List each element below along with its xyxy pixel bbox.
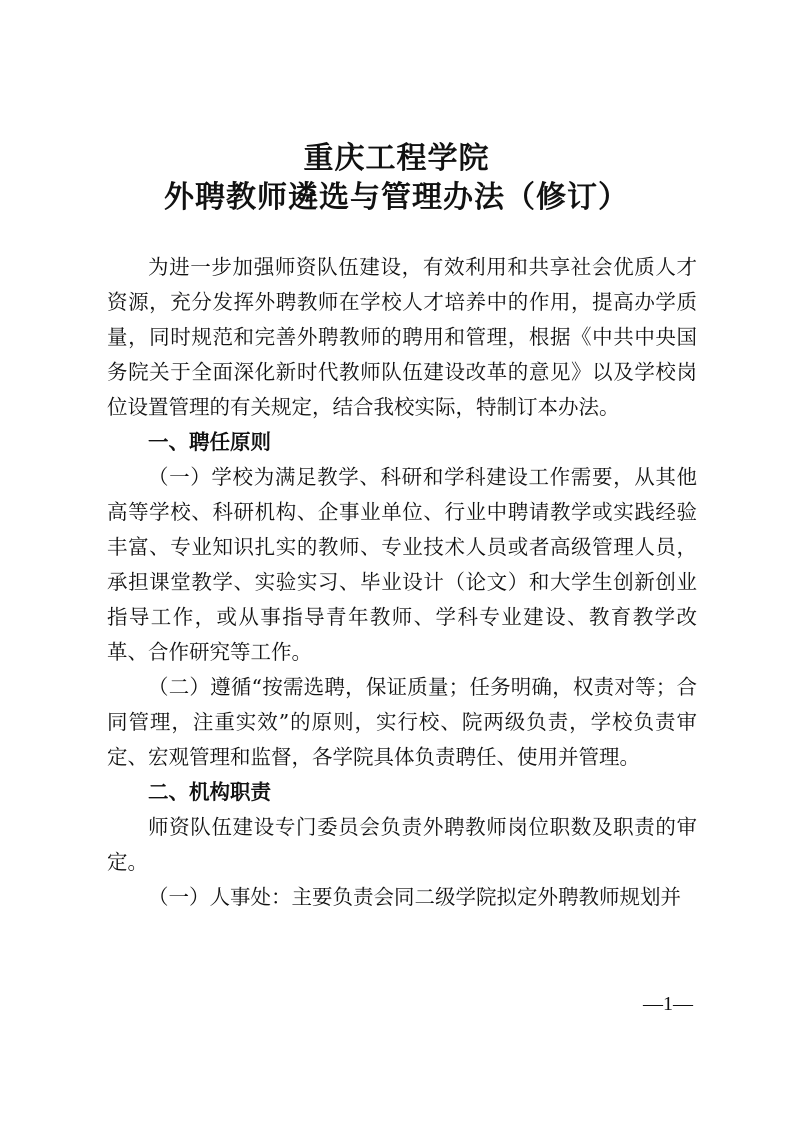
principle-item-2: （二）遵循“按需选聘，保证质量；任务明确，权责对等；合同管理，注重实效”的原则，实行校、院两级负责，学校负责审定、宏观管理和监督，各学院具体负责聘任、使用并管理。 bbox=[107, 675, 697, 769]
document-body bbox=[107, 250, 697, 915]
document-title-line1: 重庆工程学院 bbox=[303, 141, 490, 176]
document-title-line2: 外聘教师遴选与管理办法（修订） bbox=[164, 180, 629, 215]
page-number: —1— bbox=[643, 993, 693, 1015]
responsibility-item-1: （一）人事处：主要负责会同二级学院拟定外聘教师规划并 bbox=[148, 885, 681, 909]
responsibilities-paragraph: 师资队伍建设专门委员会负责外聘教师岗位职数及职责的审定。 bbox=[107, 815, 697, 874]
principle-item-1: （一）学校为满足教学、科研和学科建设工作需要，从其他高等学校、科研机构、企事业单位、行业中聘请教学或实践经验丰富、专业知识扎实的教师、专业技术人员或者高级管理人员，承担课堂教学、实验实习、毕业设计（论文）和大学生创新创业指导工作，或从事指导青年教师、学科专业建设、教育教学改革、合作研究等工作。 bbox=[107, 465, 697, 664]
section-heading-responsibilities: 二、机构职责 bbox=[148, 780, 271, 804]
intro-paragraph: 为进一步加强师资队伍建设，有效利用和共享社会优质人才资源，充分发挥外聘教师在学校人才培养中的作用，提高办学质量，同时规范和完善外聘教师的聘用和管理，根据《中共中央国务院关于全面深化新时代教师队伍建设改革的意见》以及学校岗位设置管理的有关规定，结合我校实际，特制订本办法。 bbox=[107, 255, 697, 419]
section-heading-principles: 一、聘任原则 bbox=[148, 430, 271, 454]
